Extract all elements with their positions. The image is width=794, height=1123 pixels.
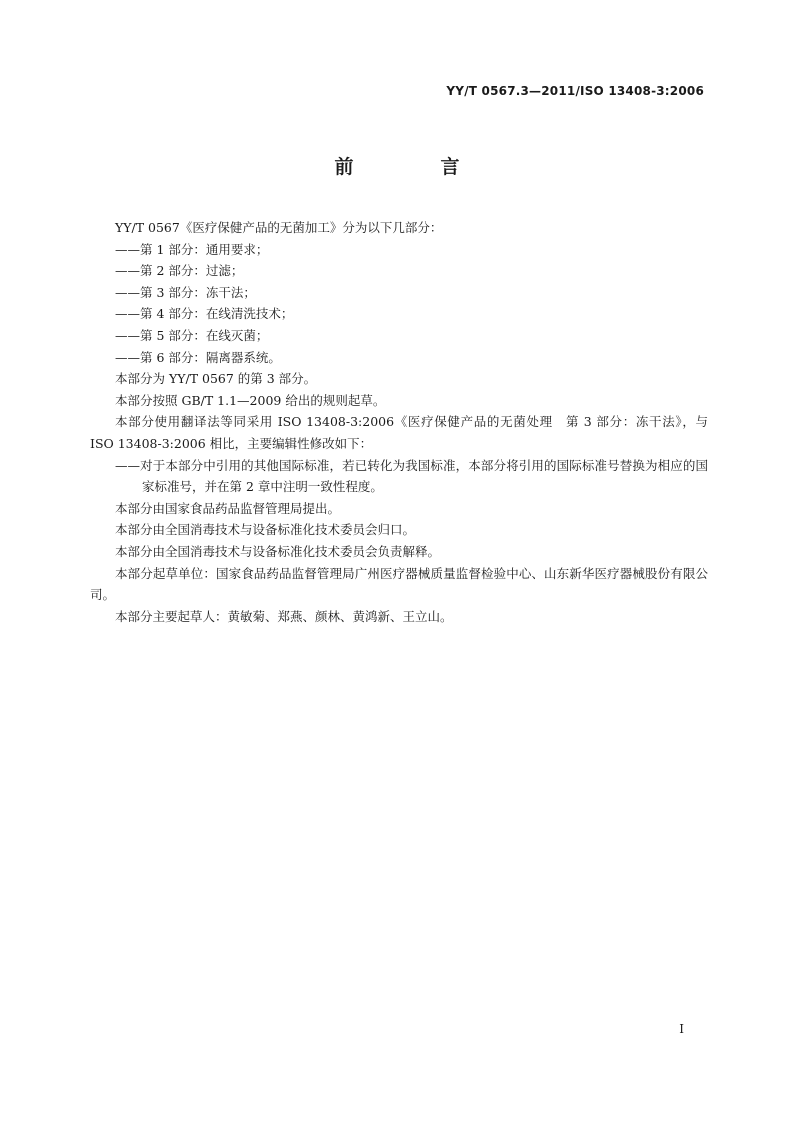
drafters-paragraph: 本部分主要起草人：黄敏菊、郑燕、颜林、黄鸿新、王立山。 xyxy=(115,608,453,624)
page-title: 前 言 xyxy=(334,156,494,178)
part-list-item-6: ——第 6 部分：隔离器系统。 xyxy=(115,349,281,365)
part-of-paragraph: 本部分为 YY/T 0567 的第 3 部分。 xyxy=(115,371,317,387)
centralized-by-paragraph: 本部分由全国消毒技术与设备标准化技术委员会归口。 xyxy=(115,522,416,538)
foreword-body xyxy=(90,217,708,627)
part-list-item-3: ——第 3 部分：冻干法； xyxy=(115,284,256,300)
part-list-item-2: ——第 2 部分：过滤； xyxy=(115,263,244,279)
drafting-rules-paragraph: 本部分按照 GB/T 1.1—2009 给出的规则起草。 xyxy=(115,392,386,408)
interpretation-paragraph: 本部分由全国消毒技术与设备标准化技术委员会负责解释。 xyxy=(115,543,441,559)
proposed-by-paragraph: 本部分由国家食品药品监督管理局提出。 xyxy=(115,500,341,516)
drafting-units-paragraph: 本部分起草单位：国家食品药品监督管理局广州医疗器械质量监督检验中心、山东新华医疗器械股份有限公司。 xyxy=(90,565,708,603)
standard-number-header: YY/T 0567.3—2011/ISO 13408-3:2006 xyxy=(446,84,704,98)
part-list-item-4: ——第 4 部分：在线清洗技术； xyxy=(115,306,294,322)
intro-paragraph: YY/T 0567《医疗保健产品的无菌加工》分为以下几部分： xyxy=(115,220,443,235)
part-list-item-5: ——第 5 部分：在线灭菌； xyxy=(115,327,269,343)
translation-method-paragraph: 本部分使用翻译法等同采用 ISO 13408-3:2006《医疗保健产品的无菌处理 第 3 部分：冻干法》，与 ISO 13408-3:2006 相比，主要编辑性修改如下： xyxy=(90,414,708,451)
page-number: I xyxy=(679,1022,684,1036)
part-list-item-1: ——第 1 部分：通用要求； xyxy=(115,241,269,257)
modification-list-item: ——对于本部分中引用的其他国际标准，若已转化为我国标准，本部分将引用的国际标准号替换为相应的国家标准号，并在第 2 章中注明一致性程度。 xyxy=(115,457,708,495)
